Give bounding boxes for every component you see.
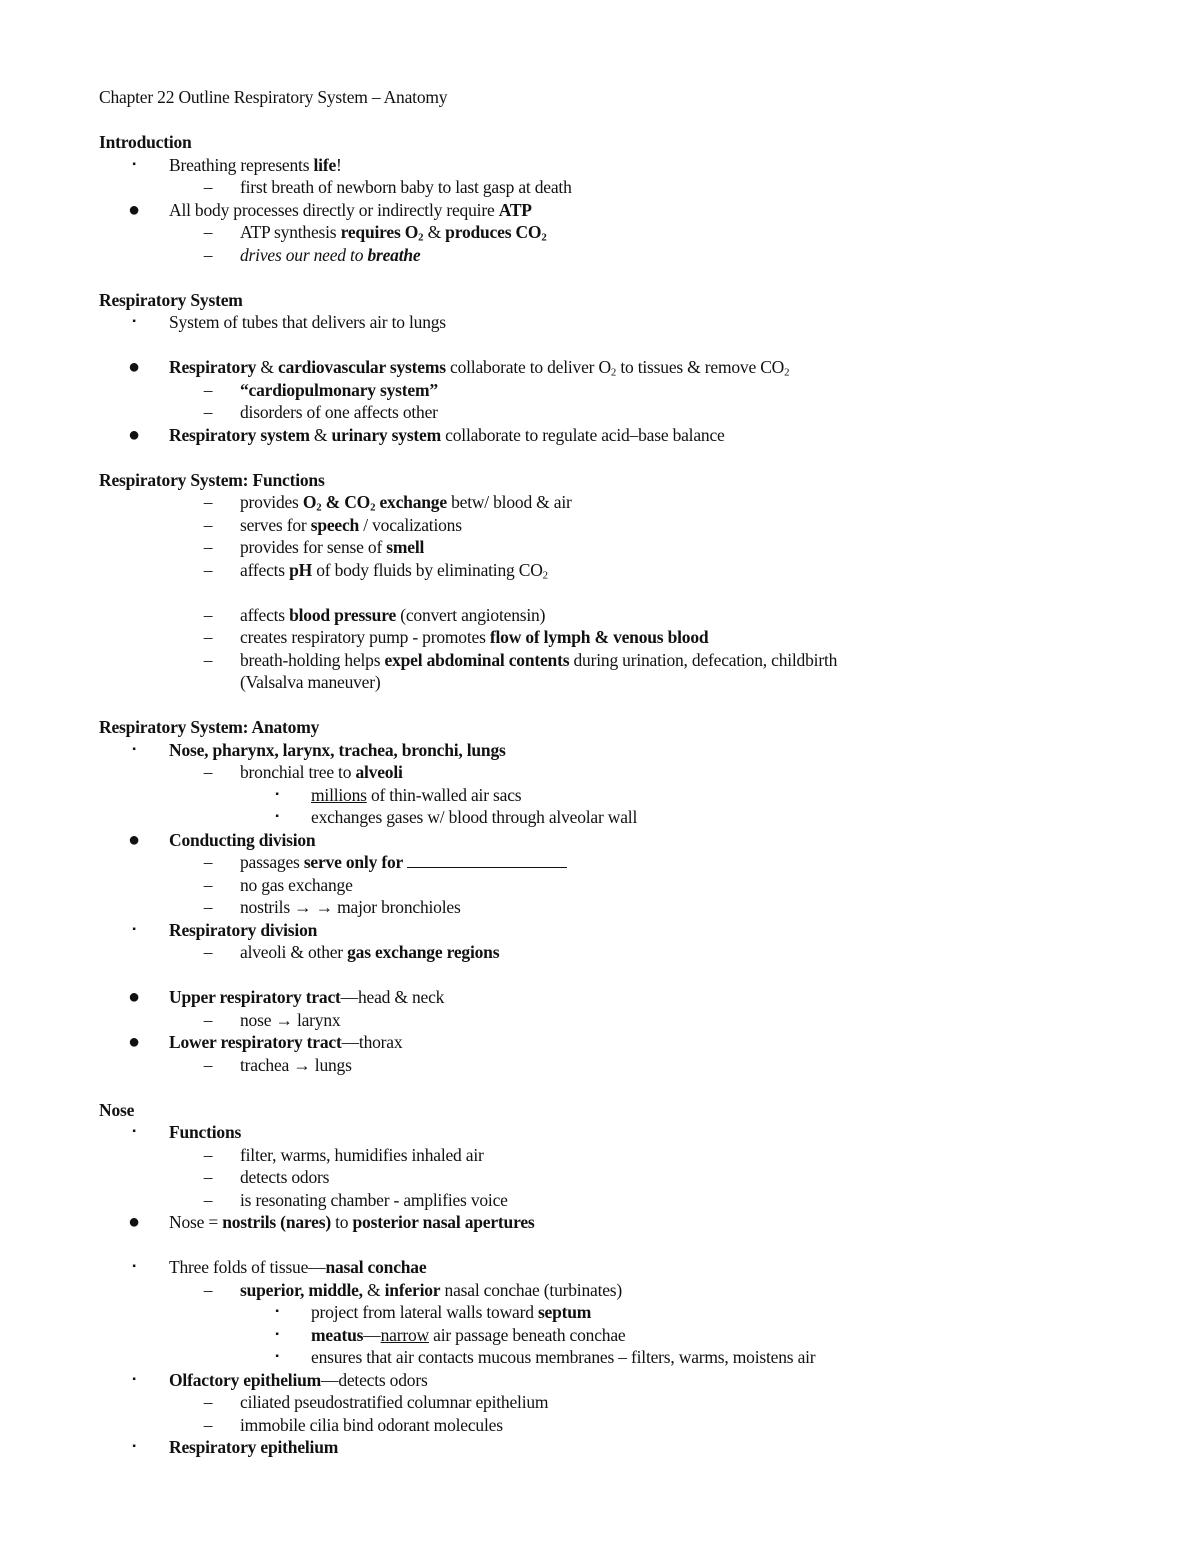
arrow-right-icon: → [293,1054,311,1075]
dash-bullet-icon: – [203,1144,213,1165]
list-item: ▪ ensures that air contacts mucous membranes – filters, warms, moistens air [99,1346,1119,1369]
dash-bullet-icon: – [203,1054,213,1075]
list-item: – ATP synthesis requires $O_2$ & produces $CO_2$ [99,221,1119,244]
list-item: ● Respiratory system & urinary system collaborate to regulate acid–base balance [99,424,1119,447]
document-page [99,86,1119,1459]
list-item: – no gas exchange [99,874,1119,897]
list-item: – passages serve only for [99,851,1119,874]
section-heading-respiratory-system: Respiratory System [99,289,243,310]
fill-in-blank [407,853,567,868]
square-bullet-icon: ▪ [275,1351,279,1362]
dash-bullet-icon: – [203,649,213,670]
section-heading-anatomy: Respiratory System: Anatomy [99,717,320,737]
list-item: – bronchial tree to alveoli [99,761,1119,784]
square-bullet-icon: ▪ [275,1328,279,1340]
list-item: – trachea → lungs [99,1054,1119,1077]
list-item: – first breath of newborn baby to last gasp at death [99,176,1119,199]
list-item: – filter, warms, humidifies inhaled air [99,1144,1119,1167]
dash-bullet-icon: – [203,177,213,197]
dash-bullet-icon: – [203,559,213,580]
list-item: – ciliated pseudostratified columnar epithelium [99,1391,1119,1414]
section-heading-functions: Respiratory System: Functions [99,469,325,490]
list-item: ▪ Three folds of tissue—nasal conchae [99,1256,1119,1279]
square-bullet-icon: ▪ [132,316,136,327]
document-title: Chapter 22 Outline Respiratory System – Anatomy [99,87,448,107]
square-bullet-icon: ▪ [275,1306,279,1317]
list-item: – “cardiopulmonary system” [99,379,1119,402]
list-item: ● Lower respiratory tract—thorax [99,1031,1119,1054]
list-item: – breath-holding helps expel abdominal contents during urination, defecation, childbirth [99,649,1119,672]
round-bullet-icon: ● [128,1031,140,1053]
square-bullet-icon: ▪ [132,1441,136,1452]
list-item: ▪ Olfactory epithelium—detects odors [99,1369,1119,1392]
round-bullet-icon: ● [128,1211,140,1233]
arrow-right-icon: → [275,1009,293,1030]
square-bullet-icon: ▪ [132,1261,136,1272]
round-bullet-icon: ● [128,198,140,221]
list-item: – nostrils → → major bronchioles [99,896,1119,919]
list-item: ▪ Nose, pharynx, larynx, trachea, bronchi, lungs [99,739,1119,762]
dash-bullet-icon: – [203,244,213,265]
section-heading-nose: Nose [99,1099,135,1120]
section-heading-introduction: Introduction [99,132,192,152]
list-item: ▪ meatus—narrow air passage beneath conchae [99,1324,1119,1347]
list-item: ● Conducting division [99,829,1119,852]
dash-bullet-icon: – [203,604,213,625]
dash-bullet-icon: – [203,762,213,782]
list-item: – affects blood pressure (convert angiotensin) [99,604,1119,627]
arrow-right-icon: → [294,897,312,917]
list-item: ▪ Respiratory division [99,919,1119,942]
arrow-right-icon: → [315,897,333,917]
list-item: ● All body processes directly or indirectly require ATP [99,199,1119,222]
list-item: – serves for speech / vocalizations [99,514,1119,537]
square-bullet-icon: ▪ [132,158,136,170]
square-bullet-icon: ▪ [132,1373,136,1385]
dash-bullet-icon: – [203,942,213,962]
list-item: – disorders of one affects other [99,401,1119,424]
dash-bullet-icon: – [203,852,213,872]
square-bullet-icon: ▪ [132,923,136,935]
list-item: ▪ Respiratory epithelium [99,1436,1119,1459]
round-bullet-icon: ● [128,828,140,851]
list-item: – affects pH of body fluids by eliminating $CO_2$ [99,559,1119,582]
list-item: – is resonating chamber - amplifies voice [99,1189,1119,1212]
list-item: ▪ Functions [99,1121,1119,1144]
list-item: – provides for sense of smell [99,536,1119,559]
round-bullet-icon: ● [128,423,140,446]
list-item: ▪ System of tubes that delivers air to lungs [99,311,1119,334]
round-bullet-icon: ● [128,986,140,1008]
list-item: ● Nose = nostrils (nares) to posterior nasal apertures [99,1211,1119,1234]
list-item: ▪ Breathing represents life! [99,154,1119,177]
dash-bullet-icon: – [203,627,213,647]
list-item: ● Respiratory & cardiovascular systems collaborate to deliver $O_2$ to tissues & remove $CO_2$ [99,356,1119,379]
dash-bullet-icon: – [203,1279,213,1300]
dash-bullet-icon: – [203,537,213,557]
list-item: – drives our need to breathe [99,244,1119,267]
dash-bullet-icon: – [203,897,213,917]
dash-bullet-icon: – [203,1009,213,1030]
list-item: – immobile cilia bind odorant molecules [99,1414,1119,1437]
round-bullet-icon: ● [128,356,140,378]
square-bullet-icon: ▪ [132,743,136,755]
dash-bullet-icon: – [203,1167,213,1187]
square-bullet-icon: ▪ [275,811,279,822]
list-item-continuation: (Valsalva maneuver) [240,672,381,692]
list-item: – provides $O_2$ & $CO_2$ exchange betw/ blood & air [99,491,1119,514]
list-item: – creates respiratory pump - promotes flow of lymph & venous blood [99,626,1119,649]
dash-bullet-icon: – [203,222,213,242]
dash-bullet-icon: – [203,874,213,895]
dash-bullet-icon: – [203,1414,213,1435]
list-item: – detects odors [99,1166,1119,1189]
dash-bullet-icon: – [203,1189,213,1210]
square-bullet-icon: ▪ [132,1126,136,1137]
dash-bullet-icon: – [203,492,213,512]
list-item: ● Upper respiratory tract—head & neck [99,986,1119,1009]
list-item: ▪ millions of thin-walled air sacs [99,784,1119,807]
square-bullet-icon: ▪ [275,788,279,800]
list-item: ▪ project from lateral walls toward septum [99,1301,1119,1324]
list-item: – superior, middle, & inferior nasal conchae (turbinates) [99,1279,1119,1302]
list-item: – alveoli & other gas exchange regions [99,941,1119,964]
dash-bullet-icon: – [203,379,213,400]
list-item: – nose → larynx [99,1009,1119,1032]
dash-bullet-icon: – [203,514,213,535]
dash-bullet-icon: – [203,1392,213,1412]
list-item: ▪ exchanges gases w/ blood through alveolar wall [99,806,1119,829]
dash-bullet-icon: – [203,402,213,422]
